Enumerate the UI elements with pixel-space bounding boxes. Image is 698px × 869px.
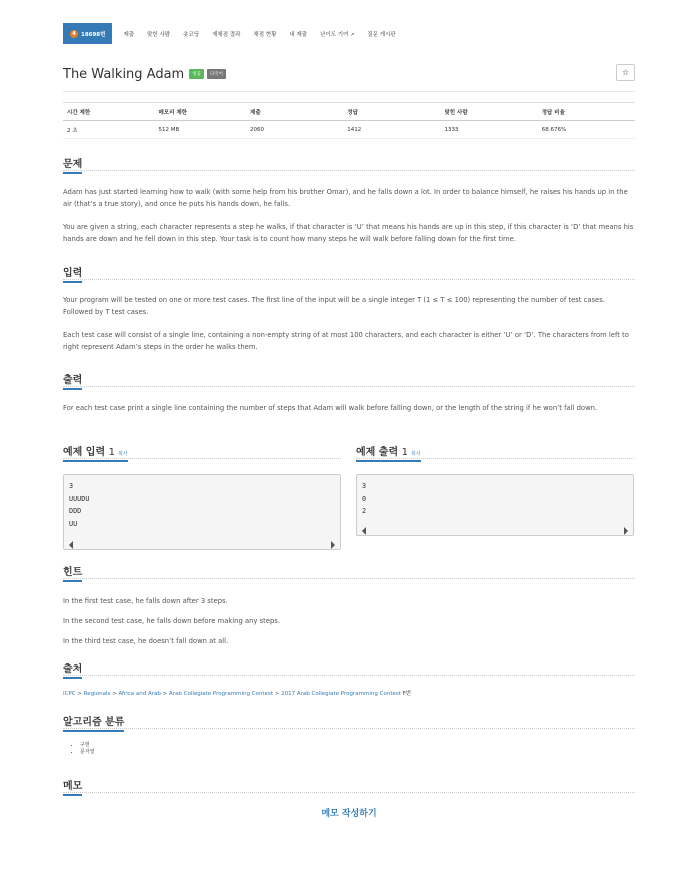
sample-output-number: 1 xyxy=(401,447,408,458)
nav-rejudge-result[interactable]: 재채점 결과 xyxy=(212,31,241,38)
source-link-acpc-2017[interactable]: 2017 Arab Collegiate Programming Contest xyxy=(281,691,401,697)
source-section-header xyxy=(63,657,635,676)
favorite-star-button[interactable] xyxy=(616,64,635,81)
info-value-row xyxy=(63,121,635,139)
memory-limit-header: 메모리 제한 xyxy=(155,103,247,121)
submissions-header: 제출 xyxy=(246,103,343,121)
copy-sample-input-button[interactable]: 복사 xyxy=(117,451,128,457)
external-link-icon: ↗ xyxy=(350,31,355,38)
time-limit-header: 시간 제한 xyxy=(63,103,155,121)
memo-section-title: 메모 xyxy=(63,777,82,796)
sample-input-header xyxy=(63,440,341,459)
hint-line-3: In the third test case, he doesn’t fall down at all. xyxy=(63,637,229,645)
time-limit-value: 2 초 xyxy=(63,121,155,139)
hint-line-2: In the second test case, he falls down before making any steps. xyxy=(63,617,281,625)
hint-section-title: 힌트 xyxy=(63,563,82,582)
problem-description-1: Adam has just started learning how to walk (with some help from his brother Omar), and he falls down a lot. In order to balance himself, he raises his hands up in the air (that’s a true story), and once he puts his hands down, he falls. xyxy=(63,188,628,208)
problem-number-tab[interactable] xyxy=(63,23,112,44)
nav-difficulty-label: 난이도 기여 xyxy=(320,31,349,38)
scroll-right-icon[interactable] xyxy=(331,541,335,549)
tags-section-title: 알고리즘 분류 xyxy=(63,713,124,732)
tag-list xyxy=(80,742,95,756)
title-divider xyxy=(63,91,635,92)
accepted-header: 정답 xyxy=(343,103,440,121)
tags-section-header xyxy=(63,710,635,729)
breadcrumb-separator: > xyxy=(110,691,119,697)
hint-section-header xyxy=(63,560,635,579)
sample-output-title xyxy=(356,443,421,462)
memo-section-header xyxy=(63,774,635,793)
nav-difficulty-contribution[interactable] xyxy=(320,30,354,38)
output-description: For each test case print a single line containing the number of steps that Adam will walk before falling down, or the length of the string if he won’t fall down. xyxy=(63,404,598,412)
sample-input-box[interactable] xyxy=(63,474,341,550)
sample-input-number: 1 xyxy=(108,447,115,458)
nav-my-submissions[interactable]: 내 제출 xyxy=(289,31,308,38)
problem-section-title: 문제 xyxy=(63,155,82,174)
breadcrumb-separator: > xyxy=(160,691,169,697)
input-section-title: 입력 xyxy=(63,264,82,283)
multilang-label[interactable]: 다국어 xyxy=(207,69,226,79)
solved-users-value: 1333 xyxy=(441,121,538,139)
nav-short-coding[interactable]: 숏코딩 xyxy=(183,31,200,38)
solved-users-header: 맞힌 사람 xyxy=(441,103,538,121)
memory-limit-value: 512 MB xyxy=(155,121,247,139)
nav-qna-board[interactable]: 질문 게시판 xyxy=(367,31,396,38)
tier-badge-icon: 4 xyxy=(70,30,78,38)
sample-input-title xyxy=(63,443,128,462)
accepted-value: 1412 xyxy=(343,121,440,139)
problem-section-header xyxy=(63,152,635,171)
input-description-1: Your program will be tested on one or more test cases. The first line of the input will be a single integer T (1 ≤ T ≤ 100) representing the number of test cases. Followed by T test cases. xyxy=(63,296,605,316)
breadcrumb-separator: > xyxy=(75,691,84,697)
breadcrumb-separator: > xyxy=(273,691,282,697)
success-label: 성공 xyxy=(189,69,204,79)
source-breadcrumb xyxy=(63,689,411,697)
source-link-africa-arab[interactable]: Africa and Arab xyxy=(118,691,161,697)
source-link-acpc[interactable]: Arab Collegiate Programming Contest xyxy=(168,691,273,697)
scroll-right-icon[interactable] xyxy=(624,527,628,535)
star-icon: ☆ xyxy=(621,68,630,77)
source-link-icpc[interactable]: ICPC xyxy=(63,691,76,697)
copy-sample-output-button[interactable]: 복사 xyxy=(410,451,421,457)
problem-info-table xyxy=(63,102,635,139)
sample-input-text: 3 UUUDU DDD UU xyxy=(69,482,90,528)
source-link-regionals[interactable]: Regionals xyxy=(83,691,111,697)
tag-item-implementation[interactable]: • 구현 xyxy=(80,742,95,749)
nav-solved-users[interactable]: 맞힌 사람 xyxy=(147,31,171,38)
nav-submit[interactable]: 제출 xyxy=(123,31,135,38)
submissions-value: 2060 xyxy=(246,121,343,139)
problem-title: The Walking Adam xyxy=(63,66,185,82)
input-description-2: Each test case will consist of a single line, containing a non-empty string of at most 100 characters, and each character is either ‘U’ or ‘D’. The characters from left to right represent Adam’s steps in the order he walks them. xyxy=(63,331,629,351)
sample-output-header xyxy=(356,440,634,459)
sample-output-scrollbar[interactable] xyxy=(357,524,633,535)
problem-title-row xyxy=(63,64,635,84)
sample-output-label: 예제 출력 xyxy=(356,447,399,458)
problem-number: 18698번 xyxy=(81,31,106,38)
scroll-left-icon[interactable] xyxy=(362,527,366,535)
output-section-header xyxy=(63,368,635,387)
tag-item-string[interactable]: • 문자열 xyxy=(80,749,95,756)
input-section-header xyxy=(63,261,635,280)
accept-rate-value: 68.676% xyxy=(538,121,635,139)
sample-input-scrollbar[interactable] xyxy=(64,538,340,549)
hint-line-1: In the first test case, he falls down after 3 steps. xyxy=(63,597,228,605)
nav-status[interactable]: 채점 현황 xyxy=(253,31,277,38)
accept-rate-header: 정답 비율 xyxy=(538,103,635,121)
info-header-row xyxy=(63,103,635,121)
output-section-title: 출력 xyxy=(63,371,82,390)
sample-output-box[interactable] xyxy=(356,474,634,536)
problem-description-2: You are given a string, each character represents a step he walks, if that character is ‘U’ that means his hands are up in this step, if this character is ‘D’ that means his hands are down and he fell down in this step. Your task is to count how many steps he will walk before falling down for the first time. xyxy=(63,223,634,243)
top-nav xyxy=(63,23,396,44)
write-memo-button[interactable]: 메모 작성하기 xyxy=(321,809,377,819)
source-section-title: 출처 xyxy=(63,660,82,679)
scroll-left-icon[interactable] xyxy=(69,541,73,549)
sample-input-label: 예제 입력 xyxy=(63,447,106,458)
source-problem-letter: F번 xyxy=(400,691,412,697)
sample-output-text: 3 0 2 xyxy=(362,482,367,515)
